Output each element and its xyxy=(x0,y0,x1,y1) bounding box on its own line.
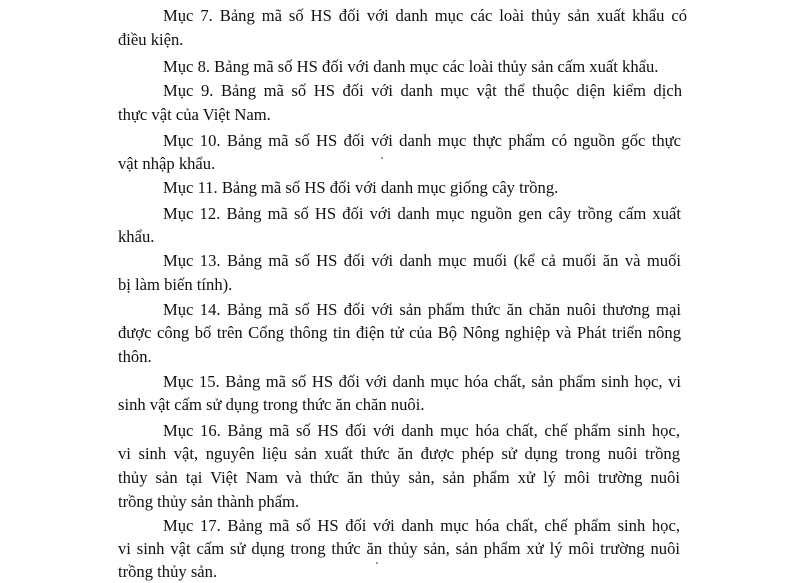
item-17-line-2: vi sinh vật cấm sử dụng trong thức ăn thủy sản, sản phẩm xử lý môi trường nuôi xyxy=(118,539,680,558)
item-8-line-1: Mục 8. Bảng mã số HS đối với danh mục các loài thủy sản cấm xuất khẩu. xyxy=(163,57,659,76)
item-9-line-1: Mục 9. Bảng mã số HS đối với danh mục vật thể thuộc diện kiểm dịch xyxy=(163,81,682,100)
item-15-line-1: Mục 15. Bảng mã số HS đối với danh mục hóa chất, sản phẩm sinh học, vi xyxy=(163,372,681,391)
item-16-line-1: Mục 16. Bảng mã số HS đối với danh mục hóa chất, chế phẩm sinh học, xyxy=(163,421,680,440)
item-17-line-3: trồng thủy sản. xyxy=(118,562,218,581)
item-16-line-3: thủy sản tại Việt Nam và thức ăn thủy sản, sản phẩm xử lý môi trường nuôi xyxy=(118,468,680,487)
item-14-line-2: được công bố trên Cổng thông tin điện tử của Bộ Nông nghiệp và Phát triển nông xyxy=(118,323,681,342)
item-11-line-1: Mục 11. Bảng mã số HS đối với danh mục giống cây trồng. xyxy=(163,178,559,197)
item-12-line-1: Mục 12. Bảng mã số HS đối với danh mục nguồn gen cây trồng cấm xuất xyxy=(163,204,681,223)
item-17-line-1: Mục 17. Bảng mã số HS đối với danh mục hóa chất, chế phẩm sinh học, xyxy=(163,516,680,535)
item-15-line-2: sinh vật cấm sử dụng trong thức ăn chăn nuôi. xyxy=(118,395,425,414)
item-13-line-2: bị làm biến tính). xyxy=(118,275,233,294)
item-13-line-1: Mục 13. Bảng mã số HS đối với danh mục muối (kể cả muối ăn và muối xyxy=(163,251,681,270)
item-10-line-1: Mục 10. Bảng mã số HS đối với danh mục thực phẩm có nguồn gốc thực xyxy=(163,131,681,150)
item-7-line-1: Mục 7. Bảng mã số HS đối với danh mục các loài thủy sản xuất khẩu có xyxy=(163,6,687,25)
item-14-line-3: thôn. xyxy=(118,347,152,366)
item-7-line-2: điều kiện. xyxy=(118,30,184,49)
item-9-line-2: thực vật của Việt Nam. xyxy=(118,105,271,124)
item-12-line-2: khẩu. xyxy=(118,227,155,246)
item-16-line-2: vi sinh vật, nguyên liệu sản xuất thức ăn được phép sử dụng trong nuôi trồng xyxy=(118,444,680,463)
item-10-line-2: vật nhập khẩu. xyxy=(118,154,216,173)
item-16-line-4: trồng thủy sản thành phẩm. xyxy=(118,492,300,511)
scan-speck xyxy=(381,157,383,159)
scan-speck xyxy=(376,562,378,564)
item-14-line-1: Mục 14. Bảng mã số HS đối với sản phẩm thức ăn chăn nuôi thương mại xyxy=(163,300,681,319)
